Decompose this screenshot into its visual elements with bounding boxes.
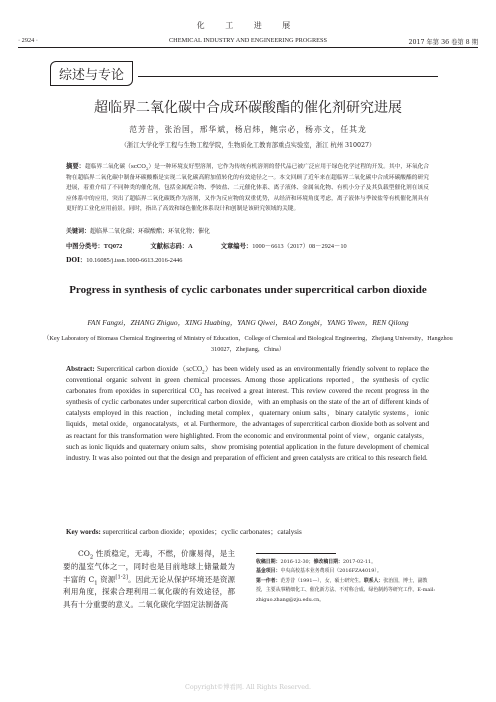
- abstract-cn: [66, 162, 429, 215]
- abstract-cn-sub: 2: [145, 166, 149, 172]
- doi-link[interactable]: 10.16085/j.issn.1000-6613.2016-2446: [86, 257, 183, 264]
- affiliation-cn: （浙江大学化学工程与生物工程学院，生物质化工教育部重点实验室，浙江 杭州 310027）: [120, 142, 376, 149]
- classification-row: [66, 241, 429, 250]
- abstract-en: Abstract: Supercritical carbon dioxide（scCO$_2$）has been widely used as an environmentally friendly solvent to replace the conventional organic solvent in green chemical processes. Among those applications reported，the synthesis of cyclic carbonates from epoxides in supercritical $CO_2$ has received a great interest. This review covered the recent progress in the synthesis of cyclic carbonates under supercritical carbon dioxide，with an emphasis on the state of the art of different kinds of catalysts employed in this reaction，including metal complex，quaternary onium salts，binary catalytic systems，ionic liquids，metal oxide，organocatalysts，et al. Furthermore，the advantages of supercritical carbon dioxide both as solvent and as reactant for this transformation were highlighted. From the economic and environmental point of view，organic catalysts，such as ionic liquids and quaternary onium salts，show promising potential application in the future development of chemical industry. It was also pointed out that the design and preparation of efficient and green catalysts are critical to this research field.: [66, 365, 430, 462]
- doi: DOI：10.16085/j.issn.1000-6613.2016-2446: [66, 257, 183, 264]
- footnote: 收稿日期：2016-12-30；修改稿日期：2017-02-11。 基金项目：中央高校基本业务费项目（2016FZA4019）。 第一作者：范芳昔（1991—），女，硕士研究生。联系人：张治国，博士，副教授，主要从事精细化工、催化新方法、不对称合成、绿色制药等研究工作。E-mail: zhiguo.zhang@zju.edu.cn。: [256, 559, 436, 603]
- keywords-en-label: Key words:: [66, 528, 101, 536]
- abstract-cn-text-b: ）是一种环境友好型溶剂，它作为传统有机溶剂的替代品已被广泛应用于绿色化学过程的开发。其中，环氧化合物在超临界二氧化碳中制备环碳酸酯是实现二氧化碳高附加值转化的有效途径之一。本文回顾了近年来在超临界二氧化碳中合成环碳酸酯的研究进展，着重介绍了不同种类的催化剂，包括金属配合物、季铵盐、二元催化体系、离子液体、金属氧化物、有机小分子及其负载型催化剂在该反应体系中的应用，突出了超临界二氧化碳既作为溶剂，又作为反应物的双重优势，从经济和环境角度考虑，离子液体与季铵盐等有机催化剂具有更好的工业化应用前景。同时，指出了高效和绿色催化体系设计和创制是该研究领域的关键。: [66, 164, 430, 213]
- affiliation-en: （Key Laboratory of Biomass Chemical Engineering of Ministry of Education，College of Chemical and Biological Engineering，Zhejiang University，Hangzhou 310027，Zhejiang，China）: [43, 335, 453, 353]
- journal-name-cn: 化 工 进 展: [196, 21, 300, 30]
- clc-number: 中图分类号：TQ072: [66, 243, 123, 250]
- title-en: Progress in synthesis of cyclic carbonates under supercritical carbon dioxide: [69, 284, 427, 296]
- abstract-cn-text-a: 超临界二氧化碳（scCO: [85, 164, 146, 170]
- abstract-cn-label: 摘要：: [66, 163, 86, 170]
- article-number: 文章编号：1000－6613（2017）08－2924－10: [220, 243, 347, 250]
- section-rule: [138, 76, 438, 77]
- header-rule: [18, 47, 478, 48]
- journal-name-en: CHEMICAL INDUSTRY AND ENGINEERING PROGRESS: [168, 37, 327, 44]
- body-paragraph: $CO_2$ 性质稳定，无毒，不燃，价廉易得，是主要的温室气体之一，同时也是目前地球上储量最为丰富的 $C_1$ 资源[1-2]。因此无论从保护环境还是资源利用角度，探索合理利用二氧化碳的有效途径，都具有十分重要的意义。二氧化碳化学固定法制备高: [63, 549, 236, 610]
- keywords-cn-text: 超临界二氧化碳；环碳酸酯；环氧化物；催化: [90, 228, 211, 235]
- document-code: 文献标志码：A: [150, 243, 193, 250]
- authors-en: FAN Fangxi，ZHANG Zhiguo，XING Huabing，YANG Qiwei，BAO Zongbi，YANG Yiwen，REN Qilong: [87, 318, 409, 327]
- authors-cn: 范芳昔，张治国，邢华斌，杨启炜，鲍宗必，杨亦文，任其龙: [129, 125, 367, 134]
- title-cn: 超临界二氧化碳中合成环碳酸酯的催化剂研究进展: [94, 100, 402, 116]
- section-tag: 综述与专论: [50, 61, 133, 86]
- citation-ref[interactable]: [1-2]: [115, 574, 128, 581]
- copyright-watermark: Copyright©博看网. All Rights Reserved.: [185, 684, 311, 691]
- footnote-rule: [256, 553, 336, 554]
- volume-info: 2017 年第 36 卷第 8 期: [408, 39, 478, 46]
- keywords-en: Key words: supercritical carbon dioxide；epoxides；cyclic carbonates；catalysis: [66, 528, 302, 536]
- keywords-cn-label: 关键词：: [66, 228, 91, 235]
- abstract-en-label: Abstract:: [66, 365, 95, 373]
- page-number: · 2924 ·: [18, 37, 38, 44]
- keywords-cn: [66, 226, 429, 235]
